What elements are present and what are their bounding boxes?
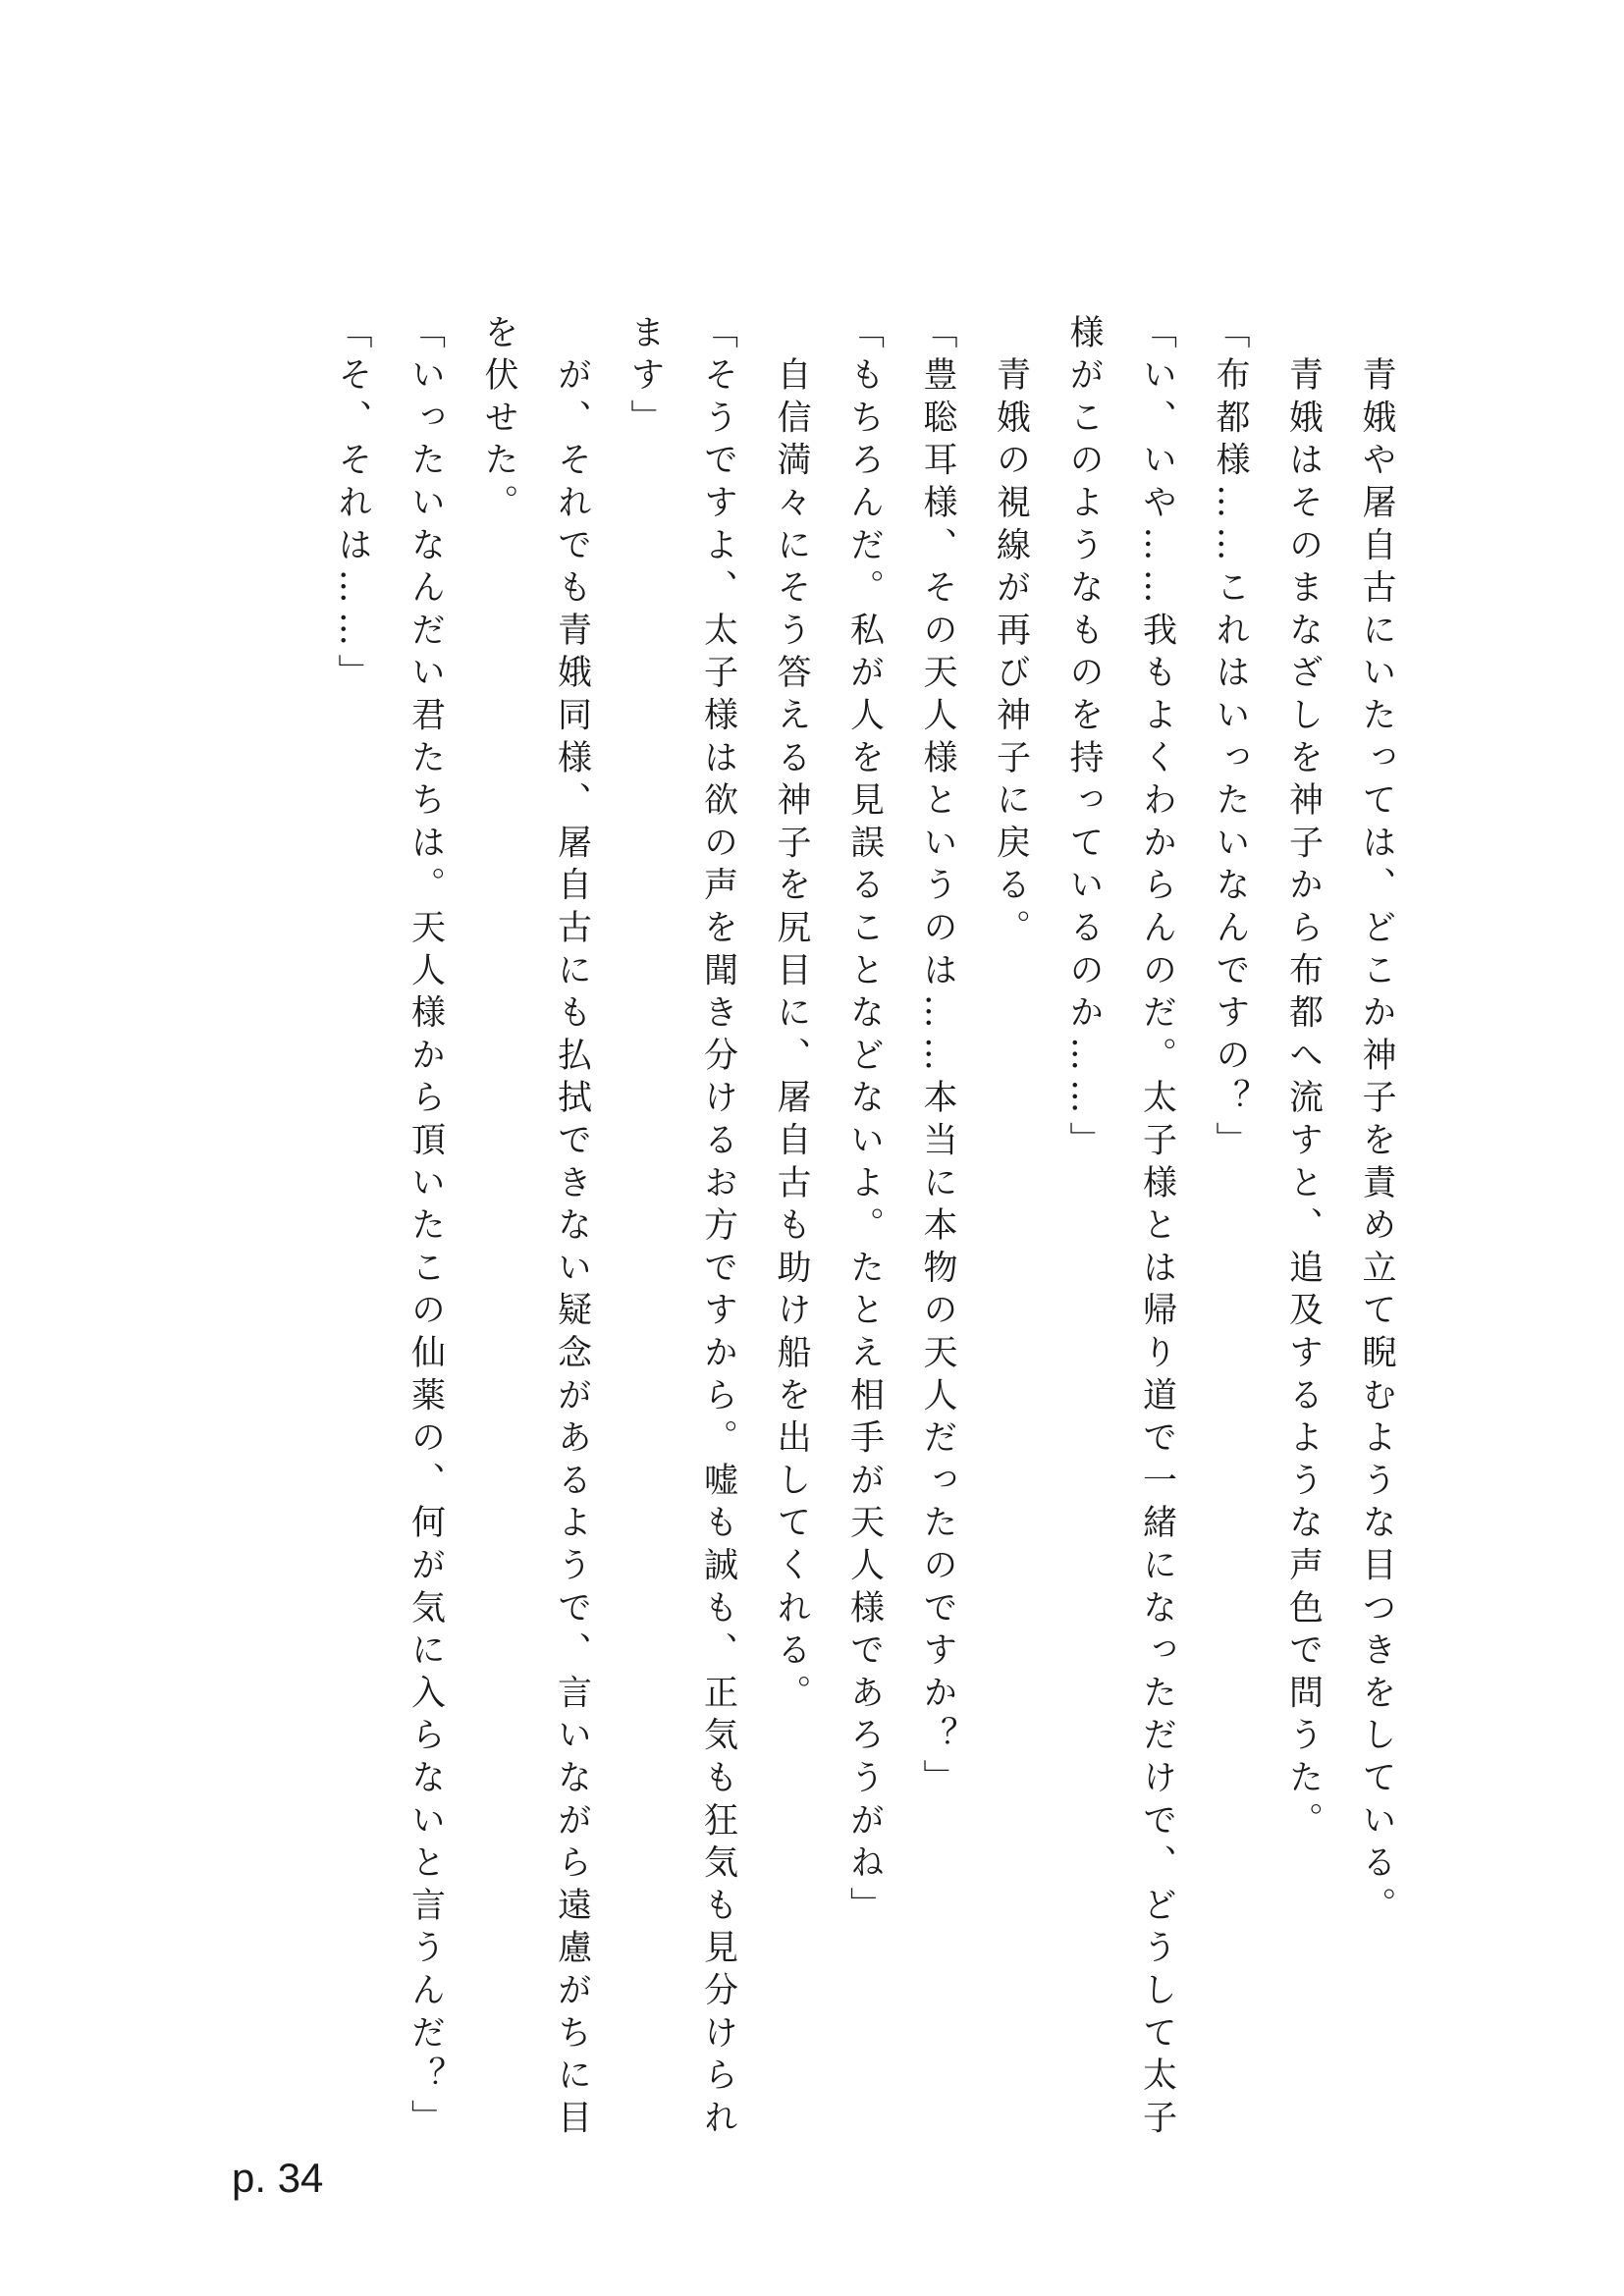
paragraph: 「豊聡耳様、その天人様というのは……本当に本物の天人だったのですか？」 (918, 314, 957, 1802)
paragraph: 「もちろんだ。私が人を見誤ることなどないよ。たとえ相手が天人様であろうがね」 (844, 314, 885, 1930)
vertical-text-body (316, 314, 1414, 2160)
paragraph: が、それでも青娥同様、屠自古にも払拭できない疑念があるようで、言いながら遠慮がちに目を伏せた。 (479, 314, 592, 2142)
paragraph: 「布都様……これはいったいなんですの？」 (1211, 314, 1250, 1164)
paragraph: 「そうですよ、太子様は欲の声を聞き分けるお方ですから。嘘も誠も、正気も狂気も見分けられます」 (625, 314, 738, 2142)
paragraph: 自信満々にそう答える神子を尻目に、屠自古も助け船を出してくれる。 (772, 314, 811, 1717)
paragraph: 青娥はそのまなざしを神子から布都へ流すと、追及するような声色で問うた。 (1283, 314, 1324, 1844)
page-number: p. 34 (232, 2155, 324, 2201)
paragraph: 「そ、それは……」 (333, 314, 372, 697)
paragraph: 「いったいなんだい君たちは。天人様から頂いたこの仙薬の、何が気に入らないと言うんだ？」 (406, 314, 446, 2142)
paragraph: 青娥や屠自古にいたっては、どこか神子を責め立て睨むような目つきをしている。 (1357, 314, 1396, 1930)
paragraph: 青娥の視線が再び神子に戻る。 (991, 314, 1031, 952)
paragraph: 「い、いや……我もよくわからんのだ。太子様とは帰り道で一緒になっただけで、どうして太子様がこのようなものを持っているのか……」 (1064, 314, 1177, 2142)
